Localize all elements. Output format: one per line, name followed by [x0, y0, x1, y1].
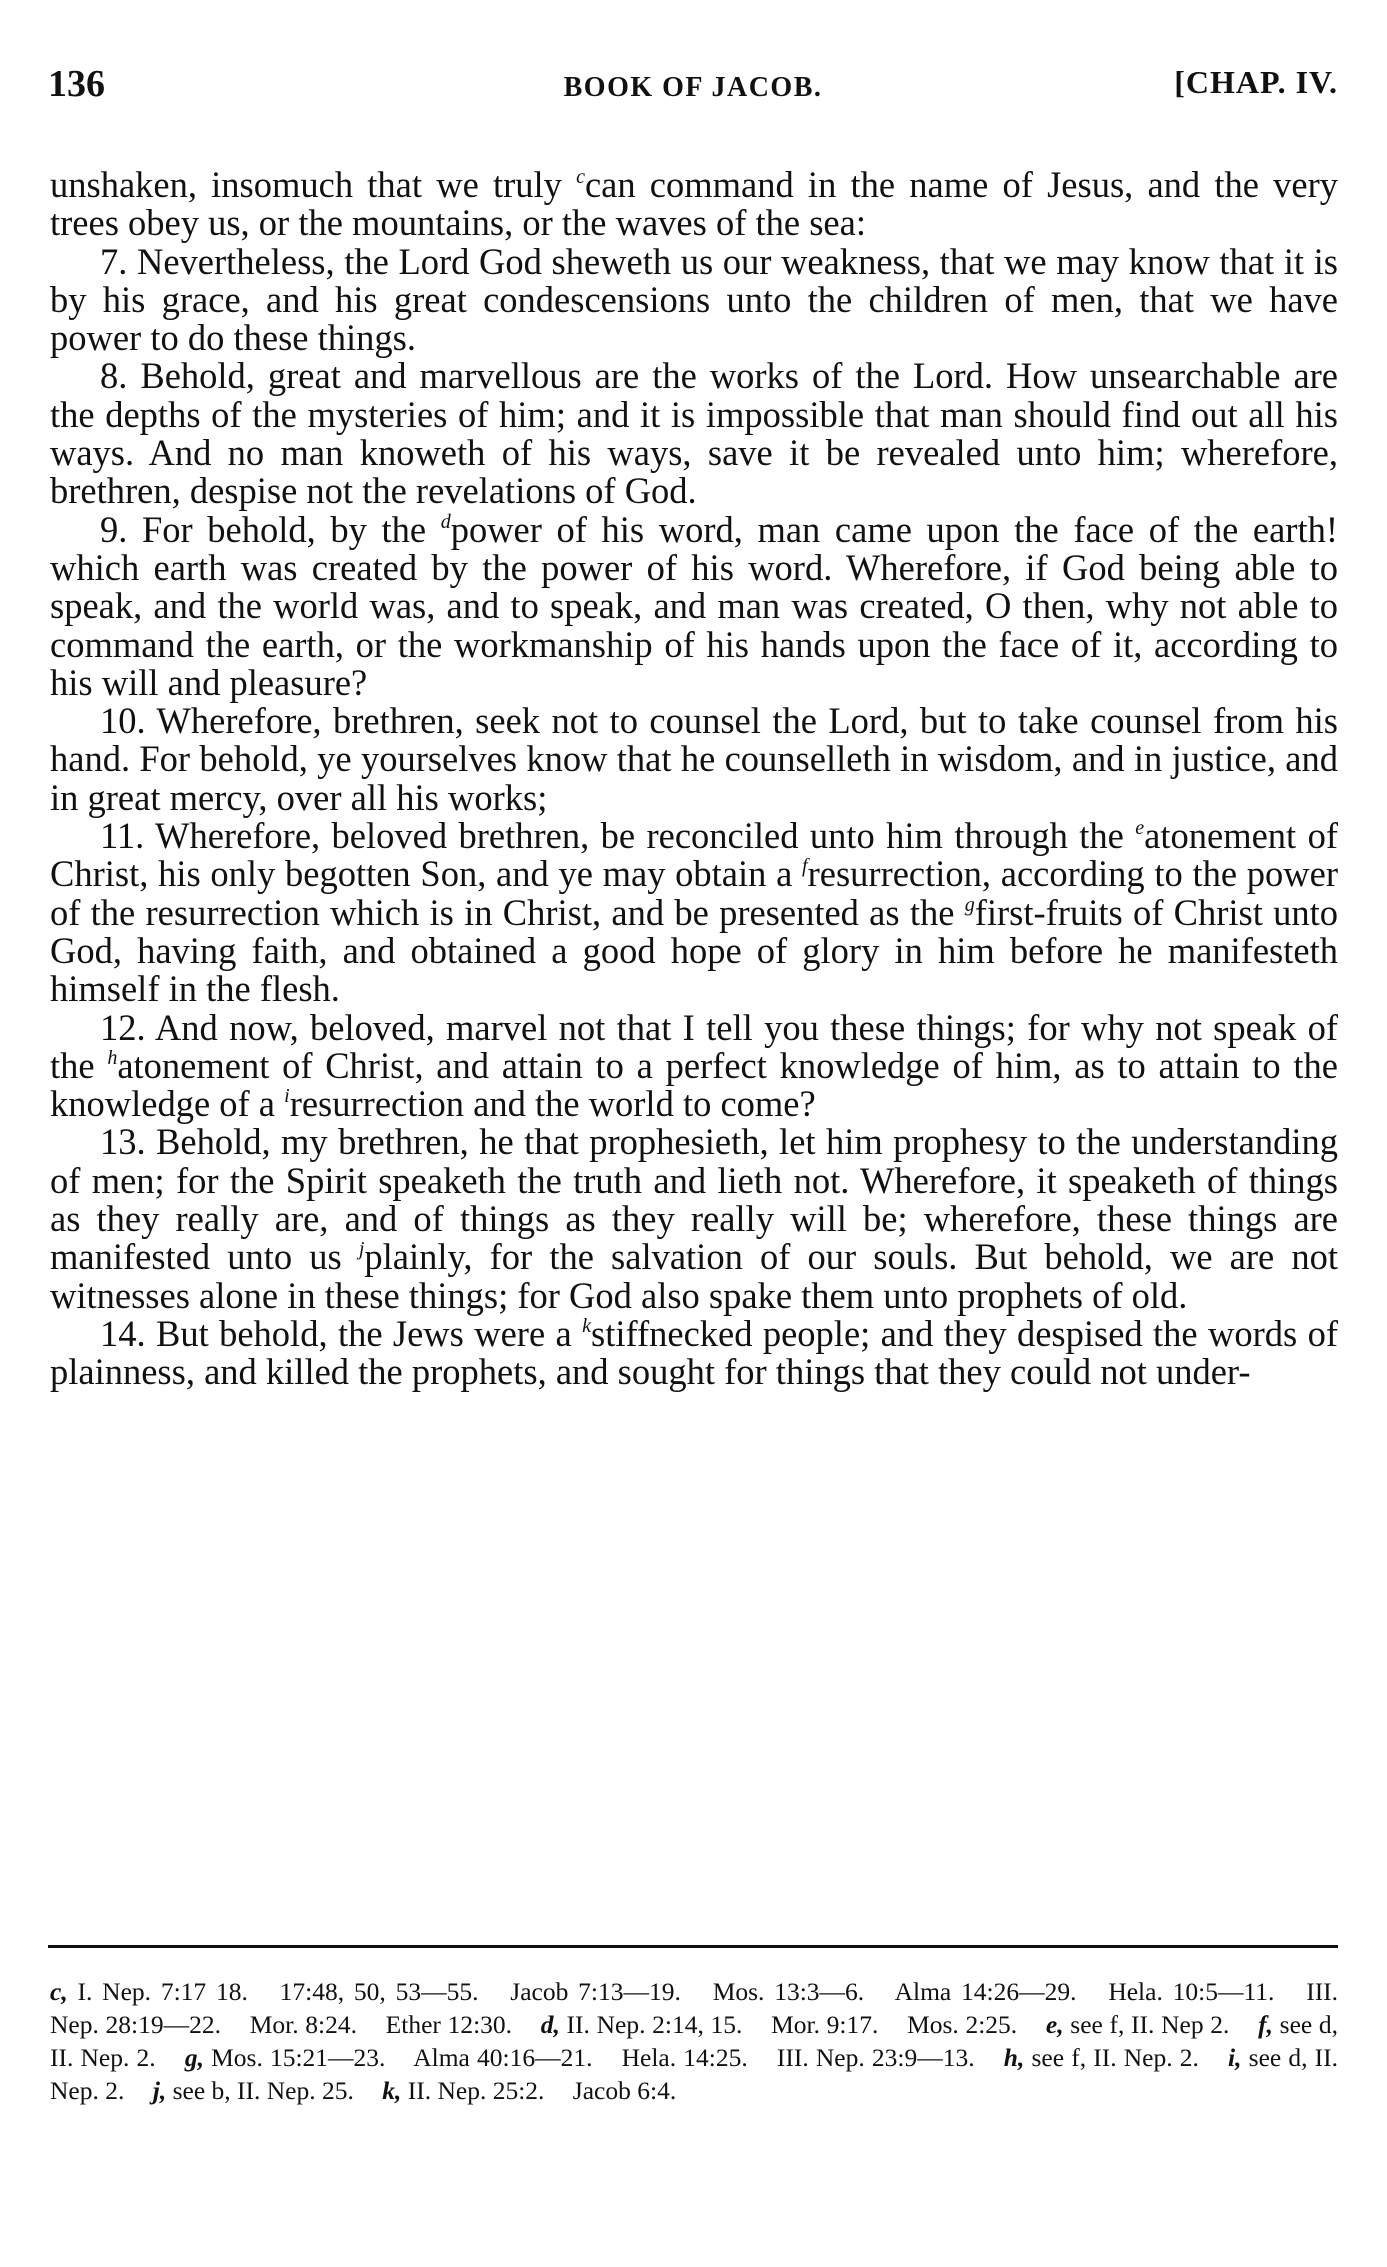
- page-number: 136: [48, 63, 105, 105]
- footnote-ref: Mos. 2:25.: [907, 2010, 1018, 2039]
- footnote-block: [50, 1975, 1338, 2107]
- text-run: 9. For behold, by the: [100, 508, 441, 550]
- footnote-key: c,: [50, 1977, 68, 2006]
- footnote-ref: Hela. 10:5—11.: [1108, 1977, 1275, 2006]
- verse-13: [50, 1123, 1338, 1314]
- footnote-marker: k: [582, 1314, 591, 1337]
- footnote-ref: Ether 12:30.: [385, 2010, 513, 2039]
- text-run: atonement of Christ, his only begotten Son, and ye may obtain a: [50, 815, 1338, 895]
- footnote-key: g,: [184, 2043, 204, 2072]
- text-run: 13. Behold, my brethren, he that prophesieth, let him prophesy to the understanding of men; for the Spirit speaketh the truth and lieth not. Wherefore, it speaketh of things as they really are, and of things as they really will be; wherefore, these things are manifested unto us: [50, 1121, 1338, 1278]
- footnote-ref: see d, II. Nep. 2.: [50, 2010, 1339, 2072]
- footnote-marker: c: [576, 166, 585, 188]
- text-run: stiffnecked people; and they despised the words of plainness, and killed the prophets, and sought for things that they could not under-: [50, 1312, 1338, 1393]
- footnote-key: h,: [1003, 2043, 1025, 2072]
- footnote-ref: II. Nep. 2:14, 15.: [566, 2010, 743, 2039]
- footnote-ref: I. Nep. 7:17 18.: [77, 1977, 248, 2006]
- text-run: 11. Wherefore, beloved brethren, be reconciled unto him through the: [100, 815, 1136, 857]
- footnote-marker: j: [358, 1238, 365, 1261]
- footnote-ref: see f, II. Nep. 2.: [1031, 2043, 1199, 2072]
- chapter-label: [CHAP. IV.: [1174, 64, 1338, 100]
- footnote-ref: 17:48, 50, 53—55.: [279, 1977, 479, 2006]
- footnote-marker: d: [440, 510, 451, 533]
- running-title: BOOK OF JACOB.: [563, 72, 823, 103]
- text-run: 12. And now, beloved, marvel not that I tell you these things; for why not speak of the: [50, 1006, 1338, 1086]
- footnote-key: d,: [540, 2010, 560, 2039]
- footnote-key: j,: [152, 2076, 167, 2105]
- footnote-ref: III. Nep. 28:19—22.: [50, 1977, 1339, 2039]
- page-header: [48, 62, 1338, 122]
- footnote-key: e,: [1045, 2010, 1064, 2039]
- footnote-ref: Alma 40:16—21.: [413, 2043, 593, 2072]
- footnote-marker: h: [107, 1046, 118, 1069]
- footnote-ref: Mos. 15:21—23.: [211, 2043, 386, 2072]
- text-run: unshaken, insomuch that we truly: [50, 164, 577, 205]
- footnote-marker: g: [964, 893, 975, 916]
- text-run: atonement of Christ, and attain to a perfect knowledge of him, as to attain to the knowledge of a: [50, 1044, 1338, 1125]
- verse-7: 7. Nevertheless, the Lord God sheweth us our weakness, that we may know that it is by his grace, and his great condescensions unto the children of men, that we have power to do these things.: [50, 240, 1338, 359]
- footnote-ref: II. Nep. 25:2.: [407, 2076, 545, 2105]
- text-run: first-fruits of Christ unto God, having faith, and obtained a good hope of glory in him before he manifesteth himself in the flesh.: [50, 891, 1339, 1010]
- footnote-ref: Jacob 6:4.: [572, 2076, 677, 2105]
- footnote-marker: f: [802, 855, 808, 878]
- footnote-ref: Hela. 14:25.: [621, 2043, 748, 2072]
- footnote-ref: Mor. 9:17.: [771, 2010, 879, 2039]
- footnote-ref: see d, II. Nep. 2.: [50, 2043, 1339, 2105]
- text-run: can command in the name of Jesus, and the very trees obey us, or the mountains, or the waves of the sea:: [50, 164, 1338, 244]
- verse-11: [50, 817, 1338, 1008]
- footnote-ref: see f, II. Nep 2.: [1070, 2010, 1230, 2039]
- verse-10: 10. Wherefore, brethren, seek not to counsel the Lord, but to take counsel from his hand. For behold, ye yourselves know that he counselleth in wisdom, and in justice, and in great mercy, over all his works;: [50, 700, 1338, 818]
- paragraph-continued: [50, 166, 1338, 243]
- text-run: power of his word, man came upon the face of the earth! which earth was created by the power of his word. Wherefore, if God being able to speak, and the world was, and to speak, and man was created, O then, why not able to command the earth, or the workmanship of his hands upon the face of it, according to his will and pleasure?: [50, 508, 1339, 703]
- text-run: resurrection and the world to come?: [289, 1083, 816, 1125]
- footnote-ref: see b, II. Nep. 25.: [172, 2076, 354, 2105]
- verse-8: 8. Behold, great and marvellous are the works of the Lord. How unsearchable are the depths of the mysteries of him; and it is impossible that man should find out all his ways. And no man knoweth of his ways, save it be revealed unto him; wherefore, brethren, despise not the revelations of God.: [50, 355, 1338, 512]
- footnote-key: f,: [1258, 2010, 1273, 2039]
- footnote-key: i,: [1228, 2043, 1242, 2072]
- footnote-marker: e: [1135, 817, 1145, 840]
- footnote-ref: Alma 14:26—29.: [894, 1977, 1077, 2006]
- footnote-ref: Jacob 7:13—19.: [510, 1977, 681, 2006]
- text-run: resurrection, according to the power of the resurrection which is in Christ, and be presented as the: [50, 853, 1338, 933]
- verse-9: [50, 508, 1339, 703]
- footnote-ref: III. Nep. 23:9—13.: [776, 2043, 975, 2072]
- footnote-marker: i: [284, 1085, 290, 1108]
- footnote-divider: [48, 1945, 1338, 1948]
- text-run: plainly, for the salvation of our souls. But behold, we are not witnesses alone in these things; for God also spake them unto prophets of old.: [50, 1236, 1338, 1316]
- footnotes: [50, 1975, 1338, 2107]
- verse-14: [50, 1312, 1338, 1393]
- footnote-ref: Mos. 13:3—6.: [712, 1977, 865, 2006]
- verse-12: [50, 1006, 1338, 1125]
- footnote-key: k,: [382, 2076, 402, 2105]
- footnote-ref: Mor. 8:24.: [249, 2010, 357, 2039]
- main-text: [50, 166, 1338, 1392]
- text-run: 14. But behold, the Jews were a: [100, 1312, 583, 1354]
